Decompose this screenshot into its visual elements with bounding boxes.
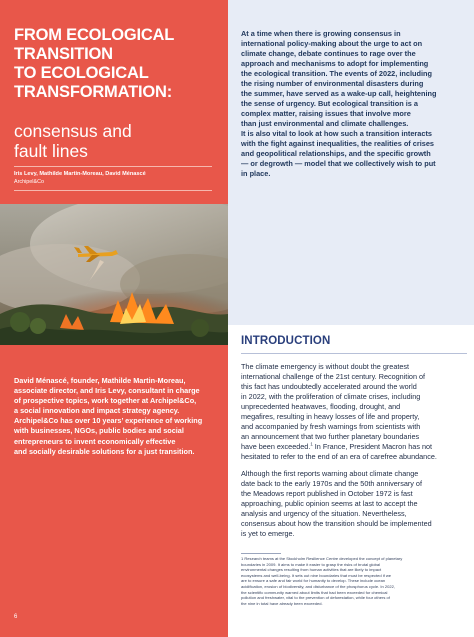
bio-line: with businesses, NGOs, public bodies and social xyxy=(14,426,184,436)
title-line: TO ECOLOGICAL xyxy=(14,64,149,82)
footnote-line: acidification, erosion of biodiversity, and disturbance of the phosphorus cycle. In 2022, xyxy=(241,583,396,589)
body-line-start: have been exceeded. xyxy=(241,442,311,451)
body-line: date back to the early 1970s and the 50th anniversary of xyxy=(241,479,422,488)
lead-line: approach and mechanisms to adopt for implementing xyxy=(241,59,429,68)
footnote-line: the scientific community warned about limits that had been exceeded for chemical xyxy=(241,589,388,595)
lead-line: the rising number of environmental disasters during xyxy=(241,79,424,88)
body-line: approaching, public opinion seems at last to accept the xyxy=(241,499,418,508)
bio-line: associate director, and Iris Levy, consultant in charge xyxy=(14,386,200,396)
body-line: Although the first reports warning about climate change xyxy=(241,469,419,478)
body-line: this fact has undoubtedly accelerated around the world xyxy=(241,382,417,391)
body-line xyxy=(241,442,467,452)
article-title xyxy=(14,26,224,102)
footnote-marker: 1 xyxy=(310,441,313,447)
lead-line: At a time when there is growing consensus in xyxy=(241,29,401,38)
title-line: TRANSFORMATION: xyxy=(14,83,173,101)
left-column xyxy=(0,0,228,637)
body-line: an announcement that two further planetary boundaries xyxy=(241,432,420,441)
wildfire-firefighting-plane-image xyxy=(0,204,228,345)
body-line: megafires, resulting in heavy losses of life and property, xyxy=(241,412,420,421)
footnote-line: boundaries in 2009. It aims to make it easier to grasp the risks of brutal global xyxy=(241,561,381,567)
footnote-divider xyxy=(241,553,281,554)
title-line: TRANSITION xyxy=(14,45,113,63)
body-line-rest: In France, President Macron has not xyxy=(312,442,433,451)
lead-line: complex matter, raising issues that involve more xyxy=(241,109,411,118)
title-line: FROM ECOLOGICAL xyxy=(14,26,175,44)
body-line: hesitated to refer to the end of an era of carefree abundance. xyxy=(241,452,437,461)
footnote xyxy=(241,556,467,606)
body-line: analysis and urgency of the situation. Nevertheless, xyxy=(241,509,407,518)
footnote-line: the nine in total have already been exceeded. xyxy=(241,600,323,606)
lead-line: than just environmental and climate challenges. xyxy=(241,119,409,128)
subtitle-line: consensus and xyxy=(14,121,132,141)
body-line: The climate emergency is without doubt the greatest xyxy=(241,362,410,371)
lead-line: — or degrowth — model that we collectively wish to put xyxy=(241,159,436,168)
section-heading: INTRODUCTION xyxy=(241,335,331,347)
author-organization: Archipel&Co xyxy=(14,179,44,185)
lead-line: in place. xyxy=(241,169,271,178)
footnote-line: environmental changes resulting from human activities that are likely to impact xyxy=(241,567,382,573)
lead-line: the summer, have served as a wake-up call, heightening xyxy=(241,89,437,98)
article-subtitle xyxy=(14,121,224,161)
body-line: and accompanied by fresh warnings from scientists with xyxy=(241,422,421,431)
page-number: 6 xyxy=(14,614,18,620)
lead-line: climate change, debate continues to rage over the xyxy=(241,49,416,58)
lead-paragraph xyxy=(241,29,467,179)
authors-bio xyxy=(14,376,219,457)
lead-line: and geopolitical relationships, and the specific growth xyxy=(241,149,431,158)
body-line: international challenge of the 21st century. Recognition of xyxy=(241,372,426,381)
bio-line: a social innovation and impact strategy agency. xyxy=(14,406,180,416)
footnote-line: are to ensure a safe and fair world for humanity to develop. These include ocean xyxy=(241,578,386,584)
bio-line: Archipel&Co has over 10 years’ experience of working xyxy=(14,416,203,426)
lead-line: the sense of urgency. But ecological transition is a xyxy=(241,99,418,108)
footnote-line: 1 Research teams at the Stockholm Resilience Centre developed the concept of planetary xyxy=(241,556,403,561)
subtitle-line: fault lines xyxy=(14,141,88,161)
lead-line: with the fight against inequalities, the realities of crises xyxy=(241,139,435,148)
divider xyxy=(241,353,467,354)
footnote-line: ecosystems and well-being. It sets out nine boundaries that must be respected if we xyxy=(241,572,392,578)
body-paragraph-2 xyxy=(241,469,467,539)
lead-paragraph-panel xyxy=(228,0,474,325)
body-line: the Meadows report published in October 1972 is fast xyxy=(241,489,413,498)
body-line: in 2022, with the proliferation of climate crises, including xyxy=(241,392,421,401)
article-authors: Iris Levy, Mathilde Martin-Moreau, David Ménascé xyxy=(14,171,146,177)
wildfire-photo xyxy=(0,204,228,345)
body-line: is yet to emerge. xyxy=(241,529,295,538)
body-line: consensus about how the transition should be implemented xyxy=(241,519,432,528)
bio-line: David Ménascé, founder, Mathilde Martin-Moreau, xyxy=(14,376,186,385)
bio-line: entrepreneurs to invent economically effective xyxy=(14,436,176,446)
lead-line: It is also vital to look at how such a transition interacts xyxy=(241,129,432,138)
footnote-line: pollution and freshwater, vital to the prevention of deforestation, while four others of xyxy=(241,595,390,601)
bio-line: of prospective topics, work together at Archipel&Co, xyxy=(14,396,197,406)
body-line: unprecedented heatwaves, flooding, drought, and xyxy=(241,402,401,411)
divider xyxy=(14,190,212,191)
bio-line: and socially desirable solutions for a just transition. xyxy=(14,446,195,456)
body-paragraph-1 xyxy=(241,362,467,462)
divider xyxy=(14,166,212,167)
right-column xyxy=(228,0,474,637)
lead-line: the ecological transition. The events of 2022, including xyxy=(241,69,432,78)
lead-line: international policy-making about the urge to act on xyxy=(241,39,423,48)
